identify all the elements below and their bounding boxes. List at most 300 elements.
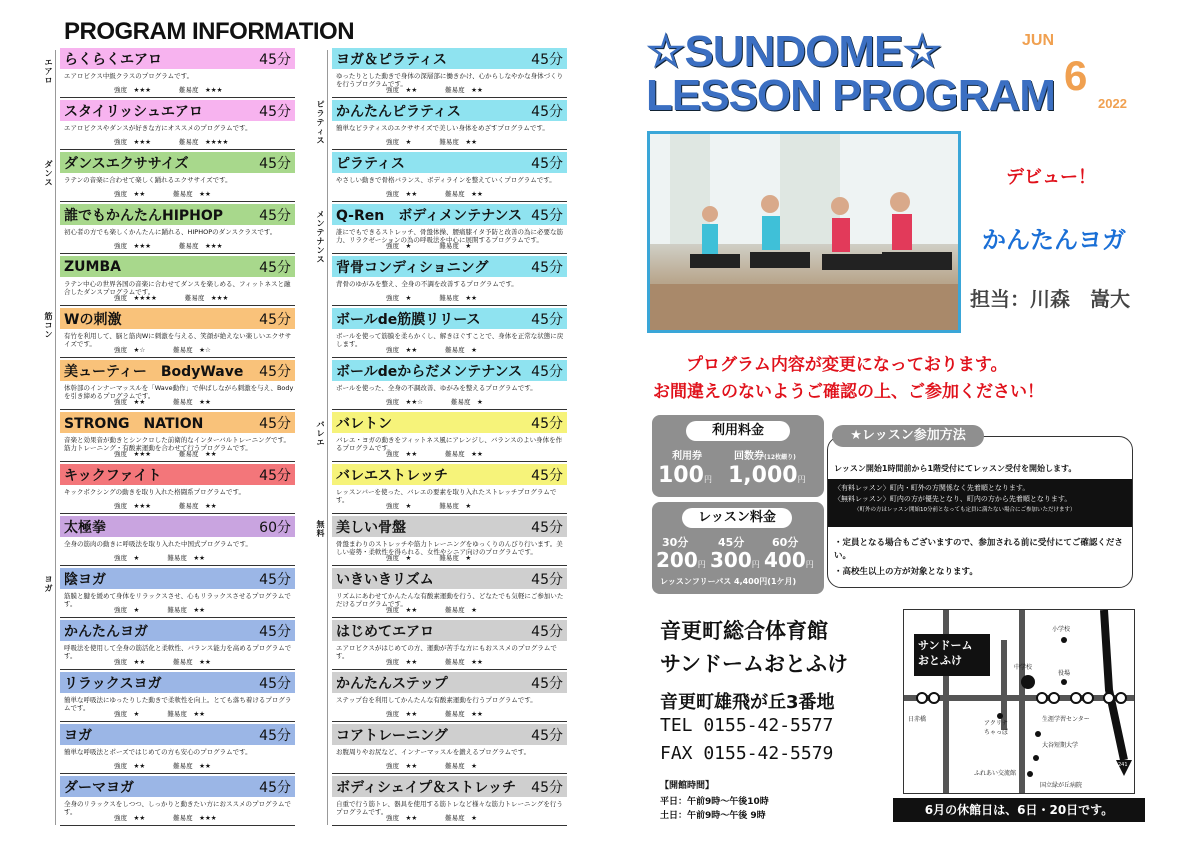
program-name: 陰ヨガ: [64, 571, 106, 588]
program-item: [60, 620, 295, 672]
program-description: 誰にでもできるストレッチ、骨盤体操、腰痛膝イタ予防と改善の為に必要な筋力、リラクゼーションの為の呼吸法を中心に展開するプログラムです。: [336, 228, 563, 244]
program-bar: [60, 568, 295, 589]
program-name: ヨガ: [64, 727, 92, 744]
how-to-line1: レッスン開始1時間前から1階受付にてレッスン受付を開始します。: [834, 464, 1077, 473]
program-ratings: [114, 761, 211, 770]
yoga-figures-illustration: [650, 134, 961, 333]
program-divider: [60, 149, 295, 150]
program-name: ボディシェイプ＆ストレッチ: [336, 779, 517, 796]
program-item: [60, 48, 295, 100]
program-bar: [60, 412, 295, 433]
program-name: Q-Ren ボディメンテナンス: [336, 207, 522, 224]
program-name: 誰でもかんたんHIPHOP: [64, 207, 224, 224]
program-duration: 45分: [259, 155, 291, 172]
program-description: エアロビクスやダンスが好きな方にオススメのプログラムです。: [64, 124, 252, 132]
program-duration: 45分: [531, 363, 563, 380]
program-bar: [332, 256, 567, 277]
difficulty-rating: 難易度 ★★★: [184, 294, 229, 302]
map-label-school2: 中学校: [1014, 664, 1033, 671]
program-description: ステップ台を利用してかんたんな有酸素運動を行うプログラムです。: [336, 696, 537, 704]
program-bar: [332, 100, 567, 121]
ticket-price: 100円: [658, 463, 712, 488]
program-item: [332, 308, 567, 360]
difficulty-rating: 難易度 ★★: [173, 398, 211, 406]
program-name: ZUMBA: [64, 258, 121, 275]
price-45: 300円: [710, 548, 760, 572]
poster-title-line1: ☆SUNDOME☆: [646, 27, 941, 76]
program-description: ボールを使った、全身の不調改善、ゆがみを整えるプログラムです。: [336, 384, 537, 392]
program-divider: [60, 357, 295, 358]
program-item: [60, 412, 295, 464]
strength-rating: 強度 ★★: [386, 658, 418, 666]
program-description: やさしい動きで骨格バランス、ボディラインを整えていくプログラムです。: [336, 176, 556, 184]
program-name: いきいきリズム: [336, 571, 434, 588]
difficulty-rating: 難易度 ★★: [167, 710, 205, 718]
program-item: [332, 464, 567, 516]
program-divider: [332, 97, 567, 98]
category-label-maintenance: メンテナンス: [316, 210, 325, 264]
program-bar: [332, 724, 567, 745]
venue-name1: 音更町総合体育館: [660, 619, 828, 643]
program-item: [332, 724, 567, 776]
program-name: 太極拳: [64, 519, 106, 536]
program-divider: [332, 149, 567, 150]
program-ratings: [386, 137, 477, 146]
program-duration: 45分: [531, 415, 563, 432]
program-description: エアロビクス中級クラスのプログラムです。: [64, 72, 194, 80]
program-ratings: [386, 293, 477, 302]
venue-tel: TEL 0155-42-5577: [660, 715, 834, 736]
map-label-univ: 大谷短期大学: [1042, 742, 1079, 749]
program-name: バレトン: [336, 415, 392, 432]
program-bar: [60, 620, 295, 641]
strength-rating: 強度 ★★: [114, 398, 146, 406]
program-ratings: [386, 345, 477, 354]
program-divider: [332, 201, 567, 202]
strength-rating: 強度 ★★: [386, 450, 418, 458]
difficulty-rating: 難易度 ★★: [445, 658, 483, 666]
program-bar: [332, 568, 567, 589]
program-name: バレエストレッチ: [336, 467, 448, 484]
program-item: [332, 360, 567, 412]
program-bar: [60, 360, 295, 381]
program-bar: [60, 48, 295, 69]
program-name: ヨガ＆ピラティス: [336, 51, 447, 68]
program-item: [60, 672, 295, 724]
program-ratings: [114, 241, 222, 250]
program-bar: [332, 308, 567, 329]
program-ratings: [114, 345, 211, 354]
program-name: はじめてエアロ: [336, 623, 434, 640]
category-label-dance: ダンス: [44, 160, 53, 187]
program-description: ボールを使って筋膜を柔らかくし、解きほぐすことで、身体を正常な状態に戻します。: [336, 332, 564, 348]
program-divider: [60, 721, 295, 722]
program-item: [60, 308, 295, 360]
how-to-note1: ・定員となる場合もございますので、参加される前に受付にてご確認ください。: [834, 538, 1123, 561]
program-description: 体幹部のインナーマッスルを「Wave動作」で伸ばしながら刺激を与え、Bodyを引き締めるプログラムです。: [64, 384, 294, 400]
strength-rating: 強度 ★★: [386, 606, 418, 614]
program-bar: [60, 152, 295, 173]
program-ratings: [114, 85, 222, 94]
difficulty-rating: 難易度 ★★: [178, 502, 217, 510]
program-description: ゆったりとした動きで身体の深層部に働きかけ、心からしなやかな身体づくりを行うプログラムです。: [336, 72, 564, 88]
program-item: [332, 776, 567, 828]
strength-rating: 強度 ★★☆: [386, 398, 423, 406]
program-description: リズムにあわせてかんたんな有酸素運動を行う、どなたでも気軽にご参加いただけるプログラムです。: [336, 592, 564, 608]
program-divider: [332, 773, 567, 774]
category-label-pilates: ピラティス: [316, 100, 325, 145]
difficulty-rating: 難易度 ★☆: [173, 346, 211, 354]
program-bar: [60, 724, 295, 745]
program-duration: 45分: [531, 571, 563, 588]
program-info-header: PROGRAM INFORMATION: [64, 18, 355, 45]
how-to-box: [827, 436, 1133, 588]
closed-days-notice: 6月の休館日は、6日・20日です。: [893, 798, 1145, 822]
difficulty-rating: 難易度 ★★★: [178, 86, 223, 94]
program-description: 骨盤まわりのストレッチや筋力トレーニングをゆっくりのんびり行います。美しい姿勢・柔軟性を得られる、女性やシニア向けのプログラムです。: [336, 540, 563, 556]
program-item: [332, 620, 567, 672]
program-item: [332, 568, 567, 620]
program-divider: [332, 305, 567, 306]
program-item: [332, 516, 567, 568]
category-label-yoga: ヨガ: [44, 575, 53, 593]
category-label-ballet: バレエ: [316, 420, 325, 447]
program-item: [332, 100, 567, 152]
program-duration: 45分: [259, 727, 291, 744]
difficulty-rating: 難易度 ★★: [445, 190, 483, 198]
program-description: ラテンの音楽に合わせて楽しく踊れるエクササイズです。: [64, 176, 232, 184]
free-rule-note: （町外の方はレッスン開始10分前となっても定員に満たない場合にご参加いただけます）: [854, 507, 1076, 513]
strength-rating: 強度 ★★: [386, 190, 418, 198]
strength-rating: 強度 ★★: [386, 762, 418, 770]
program-duration: 45分: [259, 675, 291, 692]
yoga-class-photo: [647, 131, 961, 333]
program-divider: [60, 825, 295, 826]
strength-rating: 強度 ★★★: [114, 138, 151, 146]
strength-rating: 強度 ★: [386, 554, 412, 562]
program-name: リラックスヨガ: [64, 675, 162, 692]
program-description: 音楽と効果音が動きとシンクロした前衛的なインターバルトレーニングです。筋力トレーニング・有酸素運動を合わせて行うプログラムです。: [64, 436, 290, 452]
left-program-column: [60, 48, 295, 828]
program-duration: 45分: [259, 779, 291, 796]
program-item: [60, 100, 295, 152]
poster-title-line2: LESSON PROGRAM: [646, 71, 1055, 120]
difficulty-rating: 難易度 ★: [439, 554, 472, 562]
program-item: [332, 412, 567, 464]
program-duration: 45分: [531, 51, 563, 68]
program-ratings: [386, 813, 477, 822]
program-ratings: [114, 657, 211, 666]
program-description: お腹周りやお尻など、インナーマッスルを鍛えるプログラムです。: [336, 748, 531, 756]
program-divider: [60, 305, 295, 306]
program-bar: [60, 464, 295, 485]
program-description: 簡単なピラティスのエクササイズで美しい身体をめざすプログラムです。: [336, 124, 549, 132]
program-divider: [60, 253, 295, 254]
program-name: コアトレーニング: [336, 727, 448, 744]
program-divider: [332, 357, 567, 358]
program-bar: [60, 516, 295, 537]
category-divider-right: [327, 50, 328, 825]
difficulty-rating: 難易度 ★★: [445, 450, 483, 458]
program-name: Wの刺激: [64, 311, 122, 328]
program-divider: [332, 409, 567, 410]
program-ratings: [386, 553, 471, 562]
difficulty-rating: 難易度 ★: [439, 502, 472, 510]
program-description: 呼吸法を使用して全身の筋活化と柔軟性、バランス能力を高めるプログラムです。: [64, 644, 292, 660]
strength-rating: 強度 ★★★: [114, 86, 151, 94]
program-bar: [60, 204, 295, 225]
difficulty-rating: 難易度 ★★: [445, 710, 483, 718]
program-description: 背骨のゆがみを整え、全身の不調を改善するプログラムです。: [336, 280, 518, 288]
program-description: エアロビクスがはじめての方、運動が苦手な方にもおススメのプログラムです。: [336, 644, 557, 660]
map-label-fureai: ふれあい交流館: [974, 770, 1017, 777]
date-month: JUN: [1022, 32, 1055, 49]
program-duration: 45分: [259, 311, 291, 328]
strength-rating: 強度 ★☆: [114, 346, 146, 354]
venue-name2: サンドームおとふけ: [660, 652, 848, 676]
program-description: キックボクシングの動きを取り入れた格闘系プログラムです。: [64, 488, 245, 496]
duration-30: 30分: [662, 536, 689, 549]
program-ratings: [386, 761, 477, 770]
program-duration: 45分: [531, 207, 563, 224]
program-description: 全身の筋肉の動きに呼吸法を取り入れた中国式プログラムです。: [64, 540, 252, 548]
difficulty-rating: 難易度 ★: [450, 398, 483, 406]
category-label-kincon: 筋コン: [44, 312, 53, 339]
map-label-hospital: 国立緑が丘病院: [1040, 782, 1083, 789]
difficulty-rating: 難易度 ★★★: [173, 814, 217, 822]
strength-rating: 強度 ★: [386, 138, 412, 146]
program-ratings: [114, 449, 217, 458]
difficulty-rating: 難易度 ★: [439, 242, 472, 250]
program-item: [60, 516, 295, 568]
program-divider: [60, 773, 295, 774]
program-bar: [332, 360, 567, 381]
program-description: 自重で行う筋トレ、器具を使用する筋トレなど様々な筋力トレーニングを行うプログラムです。: [336, 800, 563, 816]
strength-rating: 強度 ★: [114, 710, 140, 718]
program-ratings: [114, 553, 205, 562]
duration-60: 60分: [772, 536, 799, 549]
difficulty-rating: 難易度 ★★: [178, 450, 217, 458]
venue-fax: FAX 0155-42-5579: [660, 743, 834, 764]
program-duration: 45分: [531, 623, 563, 640]
program-bar: [60, 100, 295, 121]
program-duration: 45分: [259, 363, 291, 380]
hours-weekday: 平日：午前9時～午後10時: [660, 797, 769, 807]
strength-rating: 強度 ★★★: [114, 242, 151, 250]
program-duration: 45分: [531, 103, 563, 120]
coupon-price: 1,000円: [728, 463, 806, 488]
program-bar: [60, 672, 295, 693]
access-map: [903, 609, 1135, 794]
map-label-center: 生涯学習センター: [1042, 716, 1090, 723]
program-bar: [332, 776, 567, 797]
program-divider: [332, 253, 567, 254]
program-name: ダンスエクササイズ: [64, 155, 189, 172]
program-ratings: [114, 293, 228, 302]
program-duration: 45分: [531, 155, 563, 172]
map-label-office: 役場: [1058, 670, 1071, 677]
program-item: [60, 724, 295, 776]
difficulty-rating: 難易度 ★: [445, 762, 477, 770]
map-label-arkina: アクリナ ちゃっぽ: [984, 720, 1009, 736]
lesson-fee-box: [652, 502, 824, 594]
map-label-route: 241: [1118, 762, 1128, 768]
strength-rating: 強度 ★★: [114, 814, 146, 822]
program-duration: 45分: [531, 311, 563, 328]
coupon-label: 回数券(12枚綴り): [734, 451, 796, 462]
program-name: かんたんステップ: [336, 675, 448, 692]
category-label-free: 無料: [316, 520, 325, 538]
strength-rating: 強度 ★★★: [114, 502, 151, 510]
program-duration: 45分: [259, 467, 291, 484]
program-ratings: [114, 813, 217, 822]
date-day: 6: [1064, 52, 1088, 99]
program-duration: 45分: [531, 467, 563, 484]
program-name: らくらくエアロ: [64, 51, 162, 68]
how-to-note2: ・高校生以上の方が対象となります。: [834, 567, 978, 577]
difficulty-rating: 難易度 ★★: [167, 606, 205, 614]
strength-rating: 強度 ★: [386, 502, 412, 510]
program-ratings: [386, 501, 471, 510]
program-name: かんたんピラティス: [336, 103, 461, 120]
program-ratings: [114, 605, 205, 614]
program-divider: [60, 97, 295, 98]
price-60: 400円: [764, 548, 814, 572]
program-bar: [60, 776, 295, 797]
program-item: [332, 672, 567, 724]
program-divider: [332, 825, 567, 826]
program-name: STRONG NATION: [64, 415, 204, 432]
program-divider: [60, 565, 295, 566]
program-ratings: [114, 189, 211, 198]
program-bar: [332, 516, 567, 537]
notice-line2: お間違えのないようご確認の上、ご参加ください！: [653, 382, 1044, 402]
lesson-fee-title: レッスン料金: [682, 508, 792, 528]
program-ratings: [386, 241, 471, 250]
usage-fee-box: [652, 415, 824, 497]
program-duration: 45分: [531, 259, 563, 276]
program-item: [332, 204, 567, 256]
program-duration: 45分: [259, 415, 291, 432]
program-name: 背骨コンディショニング: [336, 259, 489, 276]
strength-rating: 強度 ★: [386, 294, 412, 302]
program-bar: [332, 152, 567, 173]
program-duration: 45分: [531, 519, 563, 536]
program-ratings: [386, 605, 477, 614]
program-description: 筋膜と腱を緩めて身体をリラックスさせ、心もリラックスさせるプログラムです。: [64, 592, 291, 608]
free-pass: レッスンフリーパス 4,400円(1ケ月): [660, 577, 797, 586]
difficulty-rating: 難易度 ★: [445, 814, 477, 822]
program-name: かんたんヨガ: [64, 623, 148, 640]
strength-rating: 強度 ★★: [114, 658, 146, 666]
program-item: [60, 256, 295, 308]
venue-address: 音更町雄飛が丘3番地: [660, 692, 835, 713]
program-description: 全身のリラックスをしつつ、しっかりと動きたい方におススメのプログラムです。: [64, 800, 291, 816]
program-divider: [60, 617, 295, 618]
program-divider: [332, 721, 567, 722]
program-item: [332, 256, 567, 308]
program-name: ボールdeからだメンテナンス: [336, 363, 523, 380]
program-bar: [60, 308, 295, 329]
program-duration: 45分: [259, 623, 291, 640]
program-ratings: [386, 189, 483, 198]
program-bar: [332, 204, 567, 225]
program-item: [60, 776, 295, 828]
date-year: 2022: [1098, 96, 1127, 111]
free-rule: 〈無料レッスン〉町内の方が優先となり、町内の方から先着順となります。: [834, 495, 1072, 503]
strength-rating: 強度 ★★★: [114, 450, 151, 458]
map-label-school1: 小学校: [1052, 626, 1071, 633]
strength-rating: 強度 ★★: [386, 86, 418, 94]
how-to-title: ★レッスン参加方法: [832, 425, 984, 447]
program-divider: [332, 617, 567, 618]
program-name: ピラティス: [336, 155, 405, 172]
program-name: 美ューティー BodyWave: [64, 363, 244, 380]
price-30: 200円: [656, 548, 706, 572]
program-description: 簡単な呼吸法とポーズではじめての方も安心のプログラムです。: [64, 748, 252, 756]
program-item: [60, 464, 295, 516]
program-description: 有竹を利用して、脳と筋肉Wに刺激を与える、笑顔が絶えない楽しいエクササイズです。: [64, 332, 292, 348]
program-bar: [332, 620, 567, 641]
difficulty-rating: 難易度 ★★: [167, 554, 205, 562]
program-description: レッスンバーを使った、バレエの要素を取り入れたストレッチプログラムです。: [336, 488, 557, 504]
program-name: 美しい骨盤: [336, 519, 406, 536]
program-name: スタイリッシュエアロ: [64, 103, 203, 120]
program-ratings: [386, 657, 483, 666]
difficulty-rating: 難易度 ★★: [439, 138, 477, 146]
program-divider: [60, 461, 295, 462]
program-ratings: [386, 85, 483, 94]
program-duration: 45分: [259, 259, 291, 276]
program-duration: 45分: [531, 727, 563, 744]
strength-rating: 強度 ★: [114, 606, 140, 614]
difficulty-rating: 難易度 ★★★: [178, 242, 223, 250]
map-label-sundome: サンドーム おとふけ: [918, 639, 973, 667]
program-ratings: [114, 501, 217, 510]
difficulty-rating: 難易度 ★: [445, 346, 477, 354]
program-duration: 45分: [531, 779, 563, 796]
program-item: [60, 204, 295, 256]
program-bar: [60, 256, 295, 277]
program-item: [60, 360, 295, 412]
program-description: ラテン中心の世界各国の音楽に合わせてダンスを楽しめる、フィットネスと融合したダンスプログラムです。: [64, 280, 291, 296]
program-item: [332, 48, 567, 100]
strength-rating: 強度 ★★: [114, 190, 146, 198]
paid-rule: 〈有料レッスン〉町内・町外の方関係なく先着順となります。: [834, 484, 1030, 492]
difficulty-rating: 難易度 ★★: [445, 86, 483, 94]
program-ratings: [386, 449, 483, 458]
hours-weekend: 土日：午前9時～午後 9時: [660, 811, 766, 821]
program-description: バレエ・ヨガの動きをフィットネス風にアレンジし、バランスのよい身体を作るプログラムです。: [336, 436, 563, 452]
strength-rating: 強度 ★★: [386, 814, 418, 822]
strength-rating: 強度 ★: [386, 242, 412, 250]
program-divider: [60, 409, 295, 410]
map-label-bridge: 日赤橋: [908, 716, 927, 723]
debut-label: デビュー！: [1006, 167, 1096, 188]
program-ratings: [114, 137, 228, 146]
program-ratings: [114, 397, 211, 406]
strength-rating: 強度 ★★: [386, 346, 418, 354]
strength-rating: 強度 ★★: [114, 762, 146, 770]
usage-fee-title: 利用料金: [686, 421, 790, 441]
duration-45: 45分: [718, 536, 745, 549]
program-description: 初心者の方でも楽しくかんたんに踊れる、HIPHOPのダンスクラスです。: [64, 228, 277, 236]
right-program-column: [332, 48, 567, 828]
program-description: 簡単な呼吸法にゆったりした動きで柔軟性を向上。とても落ち着けるプログラムです。: [64, 696, 292, 712]
program-bar: [332, 672, 567, 693]
program-bar: [332, 464, 567, 485]
instructor-label: 担当：川森 嵩大: [970, 287, 1130, 311]
